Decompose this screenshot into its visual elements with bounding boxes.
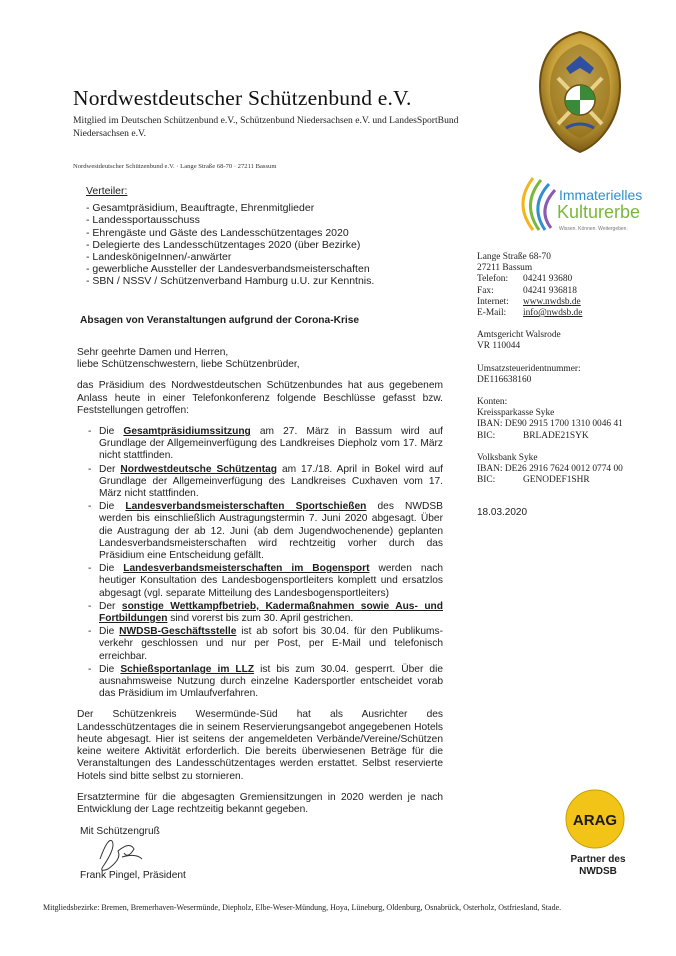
distribution-item: - Gesamtpräsidium, Beauftragte, Ehrenmitglieder <box>86 202 315 215</box>
partner-label: Partner des NWDSB <box>570 854 626 877</box>
distribution-item: - Delegierte des Landesschützentages 2020 (über Bezirke) <box>86 238 361 251</box>
closing-greeting: Mit Schützengruß <box>80 826 160 837</box>
decision-item: - Der sonstige Wettkampfbetrieb, Kadermaßnahmen sowie Aus- und Fortbildungen sind vorerst bis zum 30. April gestrichen. <box>88 601 443 625</box>
contact-internet-row: Internet: www.nwdsb.de <box>477 296 581 307</box>
sender-address-line: Nordwestdeutscher Schützenbund e.V. · Lange Straße 68-70 · 27211 Bassum <box>73 163 277 170</box>
bank2-bic-row: BIC: GENODEF1SHR <box>477 475 590 486</box>
contact-phone: 04241 93680 <box>523 274 573 285</box>
contact-phone-row: Telefon: 04241 93680 <box>477 274 573 285</box>
arag-logo <box>565 789 625 849</box>
organization-name: Nordwestdeutscher Schützenbund e.V. <box>73 86 412 110</box>
paragraph-schuetzenkreis: Der Schützenkreis Wesermünde-Süd hat als Ausrichter des Landesschützentages die in seinem Reservierungsangebot angegebenen Hotels heute abgesagt. Hier ist seitens der angemeldeten Verbände/Vereine/Schützen keine weitere Aktivität erforderlich. Die bereits überwiesenen Beträge für die Veranstaltungen des Landesschützentages werden erstattet. Selbst reservierte Hotels sind bitte selbst zu stornieren. <box>77 709 443 782</box>
club-emblem-logo <box>536 28 624 156</box>
decision-item: - Die Schießsportanlage im LLZ ist bis zum 30.04. gesperrt. Über die ausnahmsweise Nutzung durch einzelne Kadersportler entscheidet vorab das Präsidium im Umlaufverfahren. <box>88 664 443 701</box>
contact-email-row: E-Mail: info@nwdsb.de <box>477 308 583 319</box>
court: Amtsgericht Walsrode <box>477 330 561 341</box>
distribution-item: - SBN / NSSV / Schützenverband Hamburg u.U. zur Kenntnis. <box>86 275 375 288</box>
ik-tagline: Wissen. Können. Weitergeben. <box>559 226 628 232</box>
salutation-1: Sehr geehrte Damen und Herren, <box>77 347 229 358</box>
letter-date: 18.03.2020 <box>477 507 528 518</box>
bank2-name: Volksbank Syke <box>477 452 538 463</box>
bank1-iban: IBAN: DE90 2915 1700 1310 0046 41 <box>477 419 623 430</box>
decision-item: - Der Nordwestdeutsche Schützentag am 17./18. April in Bokel wird auf Grundlage der Allgemeinverfügung des Landkreises Cuxhaven vom 17. März nicht stattfinden. <box>88 464 443 501</box>
distribution-item: - gewerbliche Aussteller der Landesverbandsmeisterschaften <box>86 263 370 276</box>
letter-body <box>77 347 443 825</box>
bank1-bic-row: BIC: BRLADE21SYK <box>477 430 589 441</box>
bank1-bic: BRLADE21SYK <box>523 430 589 441</box>
immaterielles-kulturerbe-logo <box>511 170 671 242</box>
contact-fax-row: Fax: 04241 936818 <box>477 285 577 296</box>
contact-fax: 04241 936818 <box>523 285 577 296</box>
salutation-2: liebe Schützenschwestern, liebe Schützenbrüder, <box>77 359 300 371</box>
membership-line: Mitglied im Deutschen Schützenbund e.V., Schützenbund Niedersachsen e.V. und LandesSportBund Niedersachsen e.V. <box>73 115 459 139</box>
intro-paragraph: das Präsidium des Nordwestdeutschen Schützenbundes hat aus gegebenem Anlass heute in einer Telefonkonferenz folgende Beschlüsse gefasst bzw. Feststellungen getroffen: <box>77 380 443 416</box>
contact-block <box>477 252 667 486</box>
distribution-item: - LandeskönigeInnen/-anwärter <box>86 251 232 264</box>
accounts-label: Konten: <box>477 397 508 408</box>
distribution-label: Verteiler: <box>86 185 128 197</box>
ik-line2: Kulturerbe <box>557 202 641 222</box>
decision-item: - Die Gesamtpräsidiumssitzung am 27. März in Bassum wird auf Grundlage der Allgemeinverfügung des Landkreises Diepholz vom 17. März nicht stattfinden. <box>88 426 443 463</box>
decision-item: - Die Landesverbandsmeisterschaften Sportschießen des NWDSB werden bis einschließlich Austragungstermin 7. Juni 2020 abgesagt. Über die Austragung der ab 12. Juni (ab dem Jugendwochenende) geplanten Landesverbandsmeisterschaften wird rechtzeitig vorher durch das Präsidium eine Entscheidung gefällt. <box>88 501 443 562</box>
contact-street: Lange Straße 68-70 <box>477 252 551 262</box>
decision-list <box>88 426 443 700</box>
paragraph-ersatztermine: Ersatztermine für die abgesagten Gremiensitzungen in 2020 werden je nach Entwicklung der Lage rechtzeitig bekannt gegeben. <box>77 791 443 815</box>
distribution-item: - Ehrengäste und Gäste des Landesschützentages 2020 <box>86 226 349 239</box>
letter-subject: Absagen von Veranstaltungen aufgrund der Corona-Krise <box>80 315 360 326</box>
decision-item: - Die Landesverbandsmeisterschaften im Bogensport werden nach heutiger Konsultation des Landesbogensportleiters komplett und ersatzlos abgesagt (vgl. separate Mitteilung des Landesbogensportleiters) <box>88 563 443 600</box>
contact-city: 27211 Bassum <box>477 263 533 274</box>
distribution-item: - Landessportausschuss <box>86 214 200 227</box>
tax-label: Umsatzsteueridentnummer: <box>477 363 581 374</box>
website-link[interactable]: www.nwdsb.de <box>523 296 581 307</box>
bank1-name: Kreissparkasse Syke <box>477 408 555 419</box>
distribution-list <box>86 185 466 288</box>
footer-member-districts: Mitgliedsbezirke: Bremen, Bremerhaven-Wesermünde, Diepholz, Elbe-Weser-Mündung, Hoya, Lüneburg, Oldenburg, Osnabrück, Osterholz, Ostfriesland, Stade. <box>43 903 562 912</box>
ik-line1: Immaterielles <box>559 187 643 203</box>
signer-name: Frank Pingel, Präsident <box>80 870 186 881</box>
email-link[interactable]: info@nwdsb.de <box>523 308 583 319</box>
decision-item: - Die NWDSB-Geschäftsstelle ist ab sofort bis 30.04. für den Publikums-verkehr geschlossen und nur per Post, per E-Mail und telefonisch erreichbar. <box>88 626 443 663</box>
arag-text: ARAG <box>572 812 618 829</box>
bank2-iban: IBAN: DE26 2916 7624 0012 0774 00 <box>477 464 623 475</box>
bank2-bic: GENODEF1SHR <box>523 475 590 486</box>
register-number: VR 110044 <box>477 341 521 352</box>
tax-id: DE116638160 <box>477 374 532 385</box>
